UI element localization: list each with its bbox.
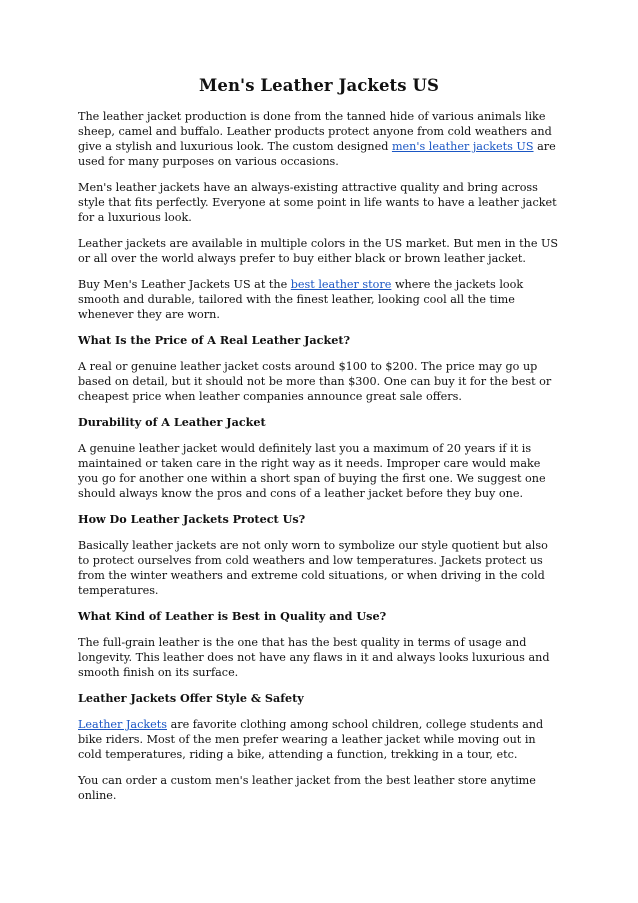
kind-paragraph: The full-grain leather is the one that has the best quality in terms of usage and longevity. This leather does not have any flaws in it and always looks luxurious and smooth finish on its surface. xyxy=(78,636,550,679)
price-heading: What Is the Price of A Real Leather Jacket? xyxy=(78,333,351,347)
buy-paragraph xyxy=(78,277,560,322)
closing-paragraph: You can order a custom men's leather jacket from the best leather store anytime online. xyxy=(78,774,536,802)
protect-heading: How Do Leather Jackets Protect Us? xyxy=(78,512,306,526)
durability-paragraph: A genuine leather jacket would definitely last you a maximum of 20 years if it is maintained or taken care in the right way as it needs. Improper care would make you go for another one within a short span of buying the first one. We suggest one should always know the pros and cons of a leather jacket before they buy one. xyxy=(78,442,546,500)
style-safety-heading: Leather Jackets Offer Style & Safety xyxy=(78,691,304,705)
intro-text-start: The leather jacket production is done from the tanned hide of various animals like sheep, camel and buffalo. Leather products protect anyone from cold weathers and give a stylish and luxurious look. The custom designed xyxy=(78,110,552,153)
colors-paragraph: Leather jackets are available in multiple colors in the US market. But men in the US or all over the world always prefer to buy either black or brown leather jacket. xyxy=(78,237,559,265)
kind-heading: What Kind of Leather is Best in Quality and Use? xyxy=(78,609,387,623)
price-paragraph: A real or genuine leather jacket costs around $100 to $200. The price may go up based on detail, but it should not be more than $300. One can buy it for the best or cheapest price when leather companies announce great sale offers. xyxy=(78,360,552,403)
best-leather-store-link[interactable]: best leather store xyxy=(290,278,392,291)
durability-heading: Durability of A Leather Jacket xyxy=(78,415,266,429)
style-safety-paragraph xyxy=(78,717,560,762)
document-page xyxy=(78,76,560,814)
buy-text-end: where the jackets look smooth and durable, tailored with the finest leather, looking cool all the time whenever they are worn. xyxy=(78,278,524,321)
intro-paragraph xyxy=(78,109,560,169)
mens-leather-jackets-us-link[interactable]: men's leather jackets US xyxy=(391,140,534,153)
document-title: Men's Leather Jackets US xyxy=(198,76,440,95)
leather-jackets-link[interactable]: Leather Jackets xyxy=(78,718,168,731)
style-safety-text: are favorite clothing among school children, college students and bike riders. Most of the men prefer wearing a leather jacket while moving out in cold temperatures, riding a bike, attending a function, trekking in a tour, etc. xyxy=(78,718,544,761)
protect-paragraph: Basically leather jackets are not only worn to symbolize our style quotient but also to protect ourselves from cold weathers and low temperatures. Jackets protect us from the winter weathers and extreme cold situations, or when driving in the cold temperatures. xyxy=(78,539,548,597)
buy-text-start: Buy Men's Leather Jackets US at the xyxy=(78,278,291,291)
intro-text-end: are used for many purposes on various occasions. xyxy=(78,140,556,168)
style-paragraph: Men's leather jackets have an always-existing attractive quality and bring across style that fits perfectly. Everyone at some point in life wants to have a leather jacket for a luxurious look. xyxy=(78,181,557,224)
